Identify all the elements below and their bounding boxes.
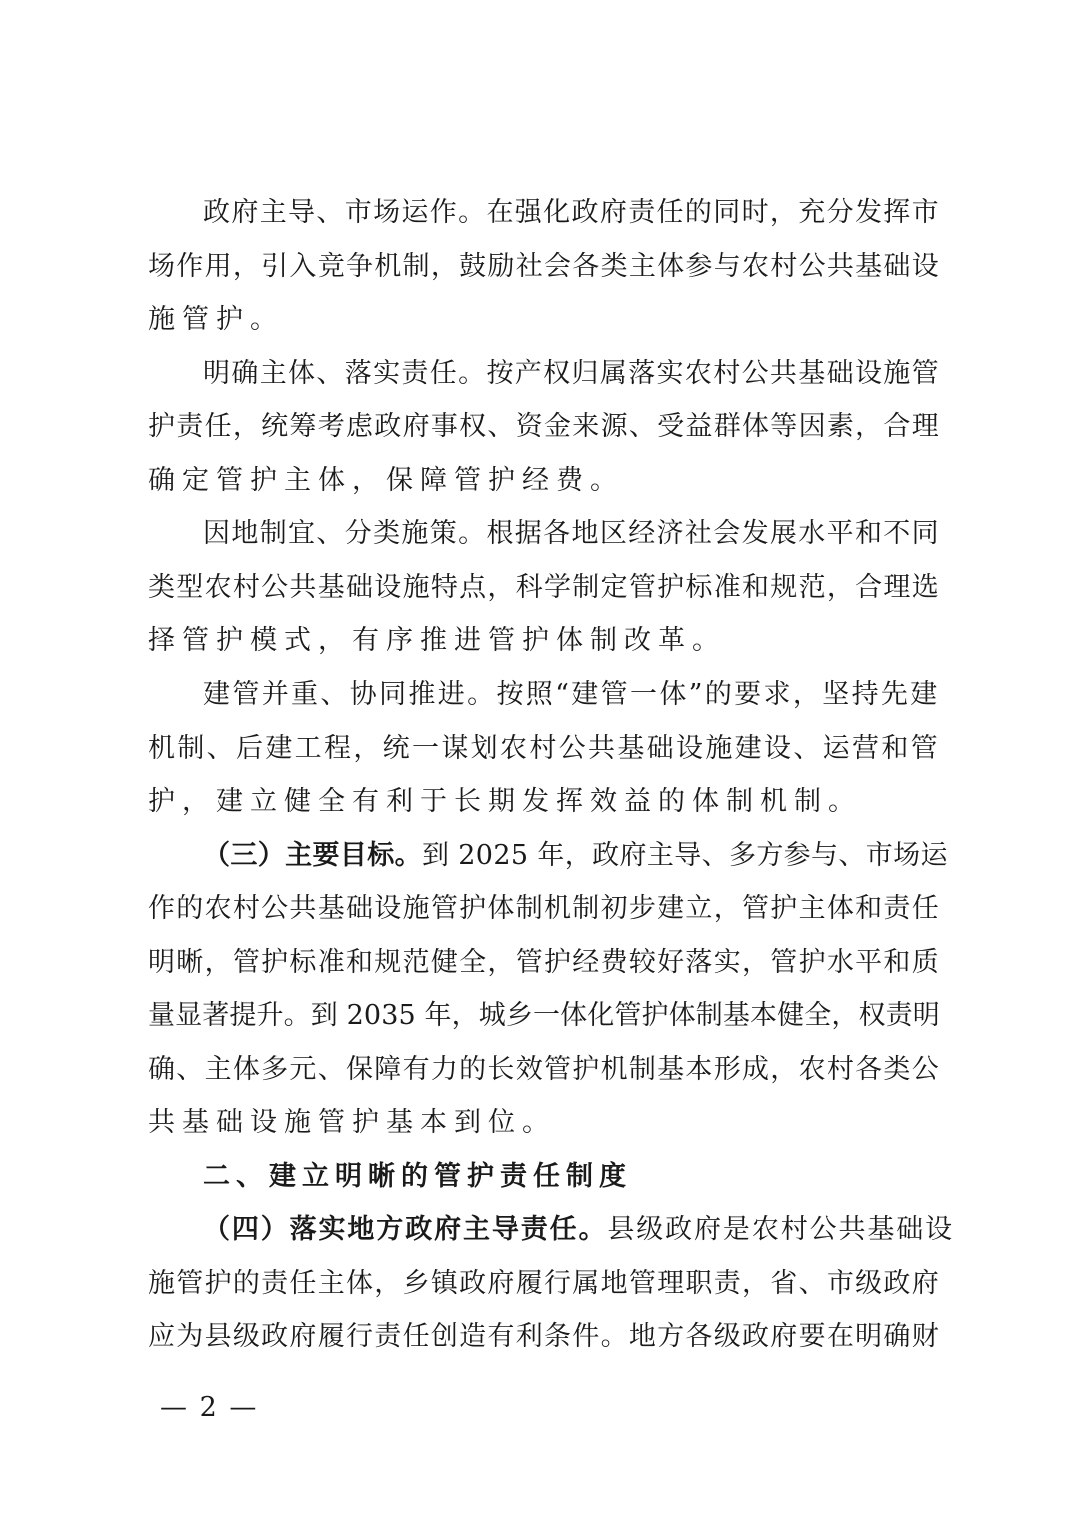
p1-line-3: 施管护。 bbox=[148, 304, 284, 335]
p2-line-1: 明确主体、落实责任。按产权归属落实农村公共基础设施管 bbox=[203, 358, 940, 389]
p1-line-2: 场作用，引入竞争机制，鼓励社会各类主体参与农村公共基础设 bbox=[148, 251, 940, 282]
p5-line-5: 确、主体多元、保障有力的长效管护机制基本形成，农村各类公 bbox=[148, 1054, 940, 1085]
p6-line-2: 施管护的责任主体，乡镇政府履行属地管理职责，省、市级政府 bbox=[148, 1268, 940, 1299]
p4-line-2: 机制、后建工程，统一谋划农村公共基础设施建设、运营和管 bbox=[148, 733, 940, 764]
p3-line-3: 择管护模式，有序推进管护体制改革。 bbox=[148, 625, 726, 656]
section-heading: 二、建立明晰的管护责任制度 bbox=[203, 1161, 632, 1192]
p5-line-1 bbox=[203, 836, 948, 876]
p1-line-1: 政府主导、市场运作。在强化政府责任的同时，充分发挥市 bbox=[203, 197, 940, 228]
p4-line-3: 护，建立健全有利于长期发挥效益的体制机制。 bbox=[148, 786, 862, 817]
page-number: — 2 — bbox=[160, 1392, 259, 1423]
p6-line-3: 应为县级政府履行责任创造有利条件。地方各级政府要在明确财 bbox=[148, 1321, 940, 1352]
p6-line-1 bbox=[203, 1210, 954, 1250]
p6-label: （四）落实地方政府主导责任。 bbox=[203, 1214, 608, 1245]
p3-line-2: 类型农村公共基础设施特点，科学制定管护标准和规范，合理选 bbox=[148, 572, 940, 603]
p3-line-1: 因地制宜、分类施策。根据各地区经济社会发展水平和不同 bbox=[203, 518, 940, 549]
p2-line-3: 确定管护主体，保障管护经费。 bbox=[148, 465, 624, 496]
p5-line-2: 作的农村公共基础设施管护体制机制初步建立，管护主体和责任 bbox=[148, 893, 940, 924]
p4-line-1: 建管并重、协同推进。按照“建管一体”的要求，坚持先建 bbox=[203, 679, 940, 710]
p6-line-1-text: 县级政府是农村公共基础设 bbox=[607, 1214, 955, 1245]
p5-label: （三）主要目标。 bbox=[203, 840, 422, 871]
p5-line-4: 量显著提升。到 2035 年，城乡一体化管护体制基本健全，权责明 bbox=[148, 1000, 940, 1031]
p2-line-2: 护责任，统筹考虑政府事权、资金来源、受益群体等因素，合理 bbox=[148, 411, 940, 442]
p5-line-3: 明晰，管护标准和规范健全，管护经费较好落实，管护水平和质 bbox=[148, 947, 940, 978]
p5-line-6: 共基础设施管护基本到位。 bbox=[148, 1107, 556, 1138]
p5-line-1-text: 到 2025 年，政府主导、多方参与、市场运 bbox=[421, 840, 948, 871]
